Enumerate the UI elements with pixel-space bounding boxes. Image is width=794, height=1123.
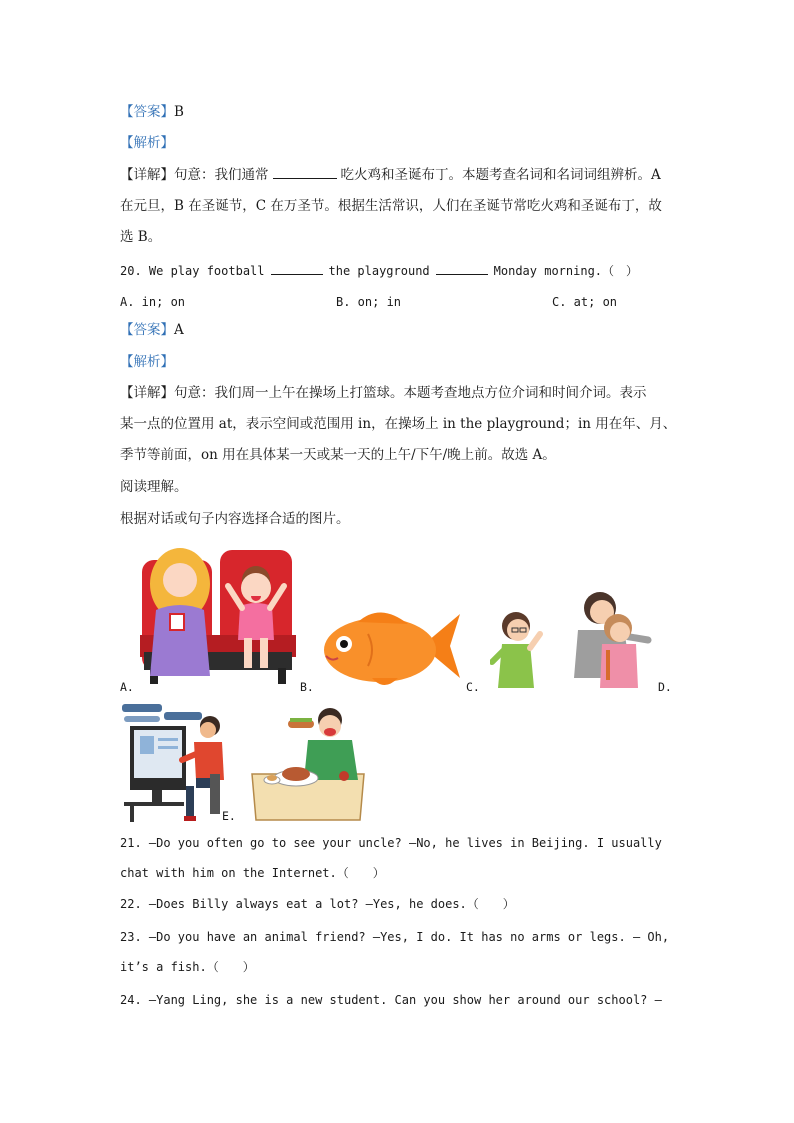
picture-label-e: E. bbox=[222, 809, 236, 823]
fill-blank bbox=[273, 166, 337, 179]
answer-tag: 【答案】 bbox=[120, 104, 174, 120]
q20-detail-line-3: 季节等前面，on 用在具体某一天或某一天的上午/下午/晚上前。故选 A。 bbox=[120, 447, 556, 463]
picture-label-b: B. bbox=[300, 680, 314, 694]
q20-detail-line-1: 【详解】句意：我们周一上午在操场上打篮球。本题考查地点方位介词和时间介词。表示 bbox=[120, 385, 647, 401]
question-22: 22. —Does Billy always eat a lot? —Yes, he does.（ ） bbox=[120, 897, 515, 911]
q20-option-b: B. on; in bbox=[336, 295, 402, 309]
online-chat-picture bbox=[118, 700, 228, 822]
mother-daughter-picture bbox=[566, 588, 656, 688]
q20-detail-line-2: 某一点的位置用 at，表示空间或范围用 in，在操场上 in the playground；in 用在年、月、 bbox=[120, 416, 677, 432]
question-21-line-2: chat with him on the Internet.（ ） bbox=[120, 866, 385, 880]
q19-detail-line-3: 选 B。 bbox=[120, 229, 162, 245]
reading-instruction: 根据对话或句子内容选择合适的图片。 bbox=[120, 511, 350, 527]
q19-detail-line-2: 在元旦，B 在圣诞节，C 在万圣节。根据生活常识，人们在圣诞节常吃火鸡和圣诞布丁，故 bbox=[120, 198, 662, 214]
q20-stem: 20. We play football the playground Monday morning.（ ） bbox=[120, 264, 639, 278]
picture-label-a: A. bbox=[120, 680, 134, 694]
detail-tag: 【详解】 bbox=[120, 385, 174, 401]
question-24-line-1: 24. —Yang Ling, she is a new student. Can you show her around our school? — bbox=[120, 993, 662, 1007]
fill-blank bbox=[436, 263, 488, 275]
q19-analysis-tag: 【解析】 bbox=[120, 135, 174, 151]
q19-detail-line-1: 【详解】句意：我们通常 吃火鸡和圣诞布丁。本题考查名词和名词词组辨析。A bbox=[120, 167, 661, 183]
question-21-line-1: 21. —Do you often go to see your uncle? —No, he lives in Beijing. I usually bbox=[120, 836, 662, 850]
picture-label-c: C. bbox=[466, 680, 480, 694]
reading-title: 阅读理解。 bbox=[120, 479, 188, 495]
answer-value: B bbox=[174, 104, 184, 120]
cinema-picture bbox=[140, 540, 296, 686]
q20-analysis-tag: 【解析】 bbox=[120, 354, 174, 370]
boy-eating-picture bbox=[248, 704, 368, 822]
q20-answer bbox=[120, 321, 184, 339]
q20-option-a: A. in; on bbox=[120, 295, 186, 309]
q20-option-c: C. at; on bbox=[552, 295, 618, 309]
detail-tag: 【详解】 bbox=[120, 167, 174, 183]
goldfish-picture bbox=[318, 604, 464, 690]
fill-blank bbox=[271, 263, 323, 275]
answer-value: A bbox=[174, 322, 184, 338]
question-23-line-2: it’s a fish.（ ） bbox=[120, 960, 255, 974]
q19-answer bbox=[120, 103, 184, 121]
picture-label-d: D. bbox=[658, 680, 672, 694]
answer-tag: 【答案】 bbox=[120, 322, 174, 338]
question-23-line-1: 23. —Do you have an animal friend? —Yes, I do. It has no arms or legs. — Oh, bbox=[120, 930, 670, 944]
boy-waving-picture bbox=[490, 604, 550, 688]
